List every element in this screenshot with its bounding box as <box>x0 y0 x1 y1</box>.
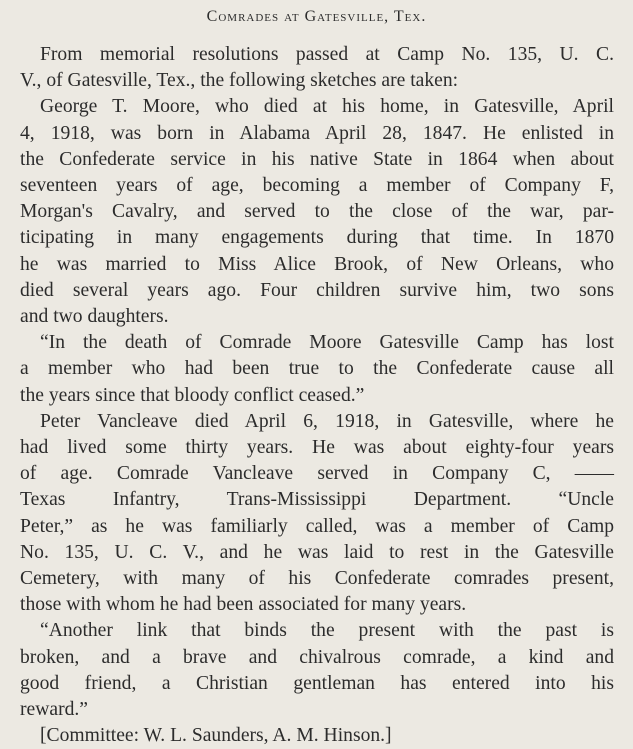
text-line: “In the death of Comrade Moore Gatesville Camp has lost <box>40 332 614 354</box>
text-line: reward.” <box>20 699 88 720</box>
text-line: those with whom he had been associated for many years. <box>20 594 467 616</box>
text-line: and two daughters. <box>20 306 169 327</box>
text-line: Texas Infantry, Trans-Mississippi Department. “Uncle <box>20 489 614 511</box>
text-line: George T. Moore, who died at his home, in Gatesville, April <box>40 96 614 118</box>
text-line: a member who had been true to the Confederate cause all <box>20 358 614 380</box>
text-line: “Another link that binds the present with the past is <box>40 620 614 642</box>
text-line: Peter Vancleave died April 6, 1918, in Gatesville, where he <box>40 410 614 432</box>
text-line: Cemetery, with many of his Confederate comrades present, <box>20 568 614 589</box>
text-line: No. 135, U. C. V., and he was laid to rest in the Gatesville <box>20 541 614 563</box>
article-title: Comrades at Gatesville, Tex. <box>206 8 427 25</box>
text-line: good friend, a Christian gentleman has entered into his <box>20 672 614 694</box>
text-line: of age. Comrade Vancleave served in Company C, —— <box>20 463 614 485</box>
text-line: [Committee: W. L. Saunders, A. M. Hinson.] <box>40 725 392 747</box>
text-line: Morgan's Cavalry, and served to the close of the war, par- <box>20 201 614 223</box>
text-line: broken, and a brave and chivalrous comrade, a kind and <box>20 646 614 668</box>
text-line: Peter,” as he was familiarly called, was a member of Camp <box>20 515 614 537</box>
text-line: the Confederate service in his native State in 1864 when about <box>20 148 614 170</box>
text-line: seventeen years of age, becoming a member of Company F, <box>20 175 614 196</box>
text-line: the years since that bloody conflict ceased.” <box>20 384 365 406</box>
text-line: 4, 1918, was born in Alabama April 28, 1847. He enlisted in <box>20 122 614 144</box>
text-line: From memorial resolutions passed at Camp No. 135, U. C. <box>40 44 614 65</box>
text-line: V., of Gatesville, Tex., the following sketches are taken: <box>20 70 459 92</box>
text-line: ticipating in many engagements during that time. In 1870 <box>20 227 614 249</box>
text-line: died several years ago. Four children survive him, two sons <box>20 279 614 301</box>
text-line: he was married to Miss Alice Brook, of New Orleans, who <box>20 253 614 275</box>
text-line: had lived some thirty years. He was about eighty-four years <box>20 437 614 458</box>
